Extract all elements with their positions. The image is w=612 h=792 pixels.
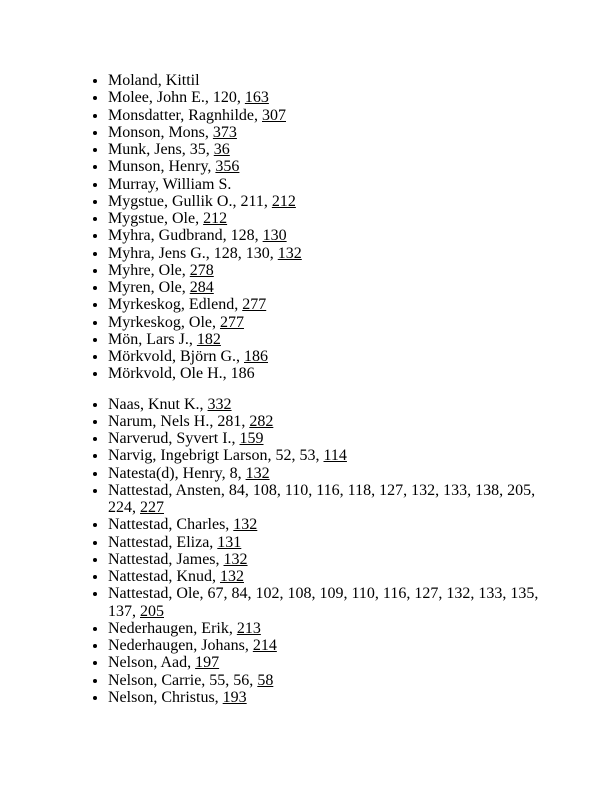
page-number-link[interactable]: 159 [239, 430, 264, 447]
entry-text: Naas, Knut K., [108, 395, 208, 413]
page-number-link[interactable]: 132 [223, 550, 248, 568]
index-entry [108, 245, 555, 262]
index-entry [108, 124, 555, 141]
page-number-link[interactable]: 132 [233, 516, 258, 534]
page-number-link[interactable]: 212 [271, 192, 296, 210]
page-number-link[interactable]: 277 [242, 296, 267, 314]
page-number-link[interactable]: 58 [257, 671, 274, 689]
page-number-link[interactable]: 114 [323, 447, 347, 465]
index-entry [108, 89, 555, 106]
entry-text: Moland, Kittil [108, 72, 200, 89]
index-entry [108, 176, 555, 193]
index-entry [108, 331, 555, 348]
entry-text: Nederhaugen, Erik, [108, 619, 237, 637]
page-number-link[interactable]: 214 [252, 637, 277, 654]
page-number-link[interactable]: 131 [217, 533, 242, 551]
entry-text: Myhra, Gudbrand, 128, [108, 227, 263, 245]
entry-text: Myhra, Jens G., 128, 130, [108, 244, 278, 262]
page-number-link[interactable]: 130 [262, 227, 287, 245]
index-entry [108, 141, 555, 158]
index-entry [108, 158, 555, 175]
index-entry [108, 689, 555, 706]
index-entry [108, 365, 555, 382]
entry-text: Nattestad, Ansten, 84, 108, 110, 116, 118, 127, 132, 133, 138, 205, 224, [108, 481, 536, 516]
index-entry [108, 551, 555, 568]
entry-text: Myhre, Ole, [108, 261, 190, 279]
entry-text: Nattestad, Ole, 67, 84, 102, 108, 109, 110, 116, 127, 132, 133, 135, 137, [108, 585, 539, 620]
page-number-link[interactable]: 132 [219, 568, 244, 585]
index-entry [108, 568, 555, 585]
index-entry [108, 396, 555, 413]
index-entry [108, 672, 555, 689]
page-number-link[interactable]: 284 [189, 279, 214, 296]
index-entry [108, 447, 555, 464]
index-entry [108, 210, 555, 227]
page-number-link[interactable]: 193 [222, 688, 247, 706]
entry-text: Nattestad, Knud, [108, 568, 220, 585]
page-number-link[interactable]: 282 [249, 412, 274, 430]
entry-text: Mörkvold, Ole H., 186 [108, 365, 255, 383]
index-entry [108, 193, 555, 210]
index-entry [108, 227, 555, 244]
index-entry [108, 314, 555, 331]
entry-text: Nattestad, James, [108, 550, 224, 568]
page-number-link[interactable]: 213 [236, 619, 261, 637]
entry-text: Narvig, Ingebrigt Larson, 52, 53, [108, 447, 324, 465]
entry-text: Nattestad, Eliza, [108, 533, 218, 551]
index-entry [108, 430, 555, 447]
page-number-link[interactable]: 278 [189, 261, 214, 279]
entry-text: Munk, Jens, 35, [108, 141, 214, 158]
page-number-link[interactable]: 373 [212, 123, 237, 141]
index-entry [108, 262, 555, 279]
entry-text: Narverud, Syvert I., [108, 430, 240, 447]
index-list-section-n [72, 396, 555, 707]
page-number-link[interactable]: 356 [215, 158, 240, 176]
entry-text: Nelson, Aad, [108, 654, 196, 672]
page-number-link[interactable]: 307 [262, 106, 286, 124]
entry-text: Myren, Ole, [108, 279, 190, 296]
entry-text: Mygstue, Ole, [108, 210, 204, 227]
page-number-link[interactable]: 227 [140, 499, 164, 516]
entry-text: Molee, John E., 120, [108, 89, 245, 107]
index-entry [108, 72, 555, 89]
index-entry [108, 348, 555, 365]
page-number-link[interactable]: 132 [277, 244, 302, 262]
page-number-link[interactable]: 212 [203, 210, 228, 227]
index-entry [108, 107, 555, 124]
index-entry [108, 637, 555, 654]
entry-text: Nattestad, Charles, [108, 516, 234, 534]
entry-text: Monson, Mons, [108, 123, 213, 141]
index-entry [108, 654, 555, 671]
entry-text: Natesta(d), Henry, 8, [108, 464, 246, 482]
index-entry [108, 585, 555, 620]
entry-text: Myrkeskog, Ole, [108, 313, 220, 331]
page-number-link[interactable]: 36 [213, 141, 230, 158]
entry-text: Munson, Henry, [108, 158, 216, 176]
entry-text: Nelson, Christus, [108, 688, 223, 706]
page-number-link[interactable]: 132 [245, 464, 270, 482]
entry-text: Mörkvold, Björn G., [108, 348, 244, 365]
index-entry [108, 534, 555, 551]
entry-text: Mygstue, Gullik O., 211, [108, 192, 272, 210]
page-number-link[interactable]: 186 [244, 348, 268, 365]
page-number-link[interactable]: 332 [207, 395, 232, 413]
index-entry [108, 465, 555, 482]
page-number-link[interactable]: 205 [140, 602, 164, 620]
entry-text: Monsdatter, Ragnhilde, [108, 106, 262, 124]
index-entry [108, 620, 555, 637]
page-number-link[interactable]: 182 [196, 330, 221, 348]
index-entry [108, 279, 555, 296]
entry-text: Murray, William S. [108, 175, 232, 193]
page-number-link[interactable]: 197 [195, 654, 220, 672]
index-entry [108, 482, 555, 517]
page-number-link[interactable]: 277 [219, 313, 244, 331]
index-entry [108, 296, 555, 313]
entry-text: Mön, Lars J., [108, 330, 197, 348]
entry-text: Myrkeskog, Edlend, [108, 296, 243, 314]
page-number-link[interactable]: 163 [244, 89, 269, 107]
index-entry [108, 413, 555, 430]
entry-text: Nederhaugen, Johans, [108, 637, 253, 654]
entry-text: Narum, Nels H., 281, [108, 412, 250, 430]
index-entry [108, 516, 555, 533]
index-list-section-m [72, 72, 555, 383]
entry-text: Nelson, Carrie, 55, 56, [108, 671, 258, 689]
